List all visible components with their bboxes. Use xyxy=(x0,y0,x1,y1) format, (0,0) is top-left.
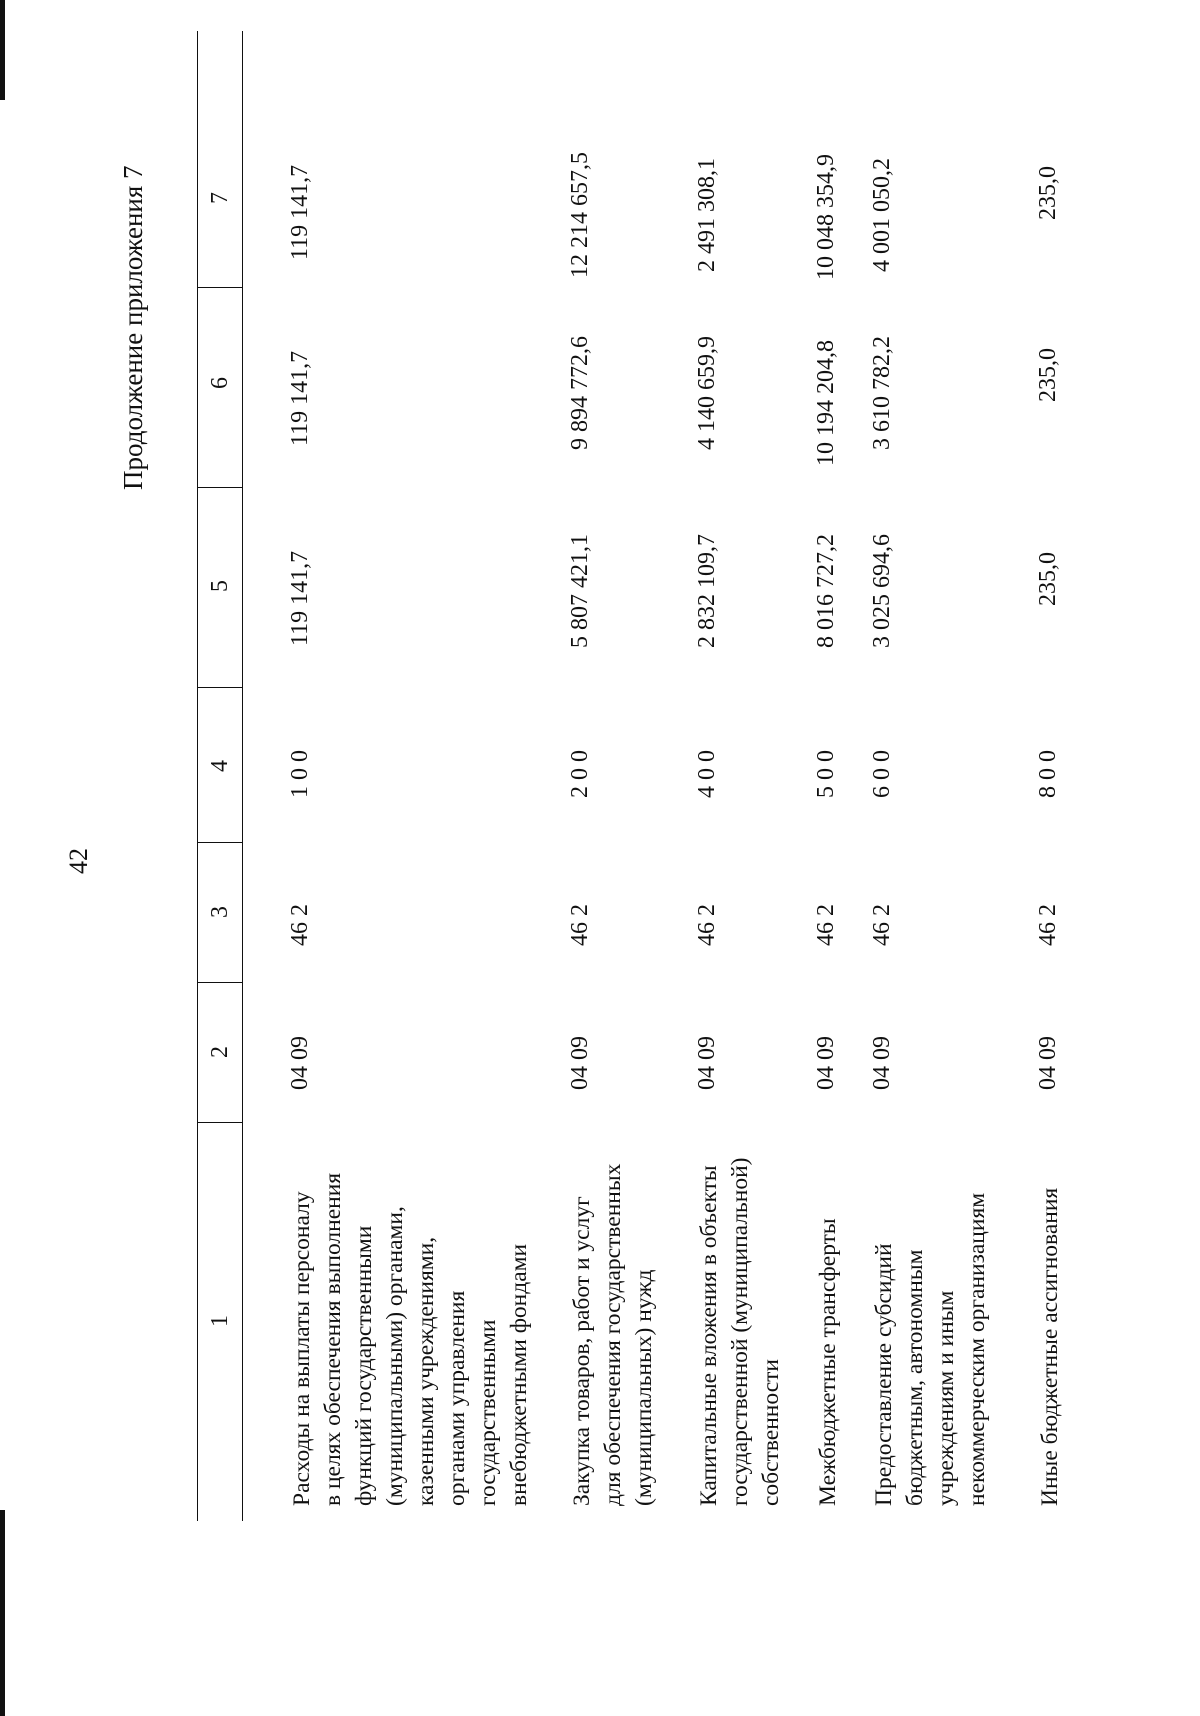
col-header-1: 1 xyxy=(207,1315,233,1327)
row-3-col-4: 4 0 0 xyxy=(694,750,720,798)
row-4-col-7: 10 048 354,9 xyxy=(813,154,839,280)
row-5-col-4: 6 0 0 xyxy=(869,750,895,798)
row-2-col-7: 12 214 657,5 xyxy=(567,152,593,278)
row-4-col-6: 10 194 204,8 xyxy=(813,340,839,466)
col-header-2: 2 xyxy=(207,1046,233,1058)
row-1-col-2: 04 09 xyxy=(287,1036,313,1090)
row-1-col-7: 119 141,7 xyxy=(287,164,313,260)
row-3-col-5: 2 832 109,7 xyxy=(694,534,720,648)
row-3-col-3: 46 2 xyxy=(694,904,720,946)
col-header-5: 5 xyxy=(207,580,233,592)
col-header-3: 3 xyxy=(207,906,233,918)
row-6-col-6: 235,0 xyxy=(1035,348,1061,402)
header-divider xyxy=(197,487,243,488)
row-6-col-2: 04 09 xyxy=(1035,1036,1061,1090)
row-6-description: Иные бюджетные ассигнования xyxy=(1037,1187,1063,1506)
header-divider xyxy=(197,687,243,688)
row-2-col-6: 9 894 772,6 xyxy=(567,336,593,450)
row-1-col-6: 119 141,7 xyxy=(287,350,313,446)
row-1-col-4: 1 0 0 xyxy=(287,750,313,798)
row-4-col-2: 04 09 xyxy=(813,1036,839,1090)
row-6-col-3: 46 2 xyxy=(1035,904,1061,946)
row-2-col-2: 04 09 xyxy=(567,1036,593,1090)
row-5-col-6: 3 610 782,2 xyxy=(869,336,895,450)
header-bottom-line xyxy=(242,31,243,1521)
row-5-col-3: 46 2 xyxy=(869,904,895,946)
header-top-line xyxy=(197,31,198,1521)
header-divider xyxy=(197,982,243,983)
row-4-description: Межбюджетные трансферты xyxy=(815,1218,841,1506)
continuation-label: Продолжение приложения 7 xyxy=(118,165,148,490)
row-5-description: Предоставление субсидий бюджетным, автономным учреждениям и иным некоммерческим организациям xyxy=(871,1192,990,1506)
row-3-description: Капитальные вложения в объекты государственной (муниципальной) собственности xyxy=(696,1157,784,1506)
row-2-col-3: 46 2 xyxy=(567,904,593,946)
row-5-col-7: 4 001 050,2 xyxy=(869,158,895,272)
row-6-col-5: 235,0 xyxy=(1035,552,1061,606)
row-3-col-7: 2 491 308,1 xyxy=(694,158,720,272)
row-5-col-2: 04 09 xyxy=(869,1036,895,1090)
row-5-col-5: 3 025 694,6 xyxy=(869,534,895,648)
col-header-4: 4 xyxy=(207,760,233,772)
row-2-col-5: 5 807 421,1 xyxy=(567,534,593,648)
row-3-col-2: 04 09 xyxy=(694,1036,720,1090)
header-divider xyxy=(197,842,243,843)
header-divider xyxy=(197,1122,243,1123)
col-header-6: 6 xyxy=(207,377,233,389)
row-1-col-5: 119 141,7 xyxy=(287,550,313,646)
row-4-col-3: 46 2 xyxy=(813,904,839,946)
page-number: 42 xyxy=(64,848,93,874)
row-4-col-4: 5 0 0 xyxy=(813,750,839,798)
row-3-col-6: 4 140 659,9 xyxy=(694,336,720,450)
row-1-col-3: 46 2 xyxy=(287,904,313,946)
row-6-col-4: 8 0 0 xyxy=(1035,750,1061,798)
row-2-col-4: 2 0 0 xyxy=(567,750,593,798)
row-1-description: Расходы на выплаты персоналу в целях обеспечения выполнения функций государственными (муниципальными) органами, казенными учреждениями, органами управления государственными внебюджетными фондами xyxy=(289,1172,532,1506)
header-divider xyxy=(197,287,243,288)
row-6-col-7: 235,0 xyxy=(1035,166,1061,220)
row-4-col-5: 8 016 727,2 xyxy=(813,534,839,648)
col-header-7: 7 xyxy=(207,192,233,204)
row-2-description: Закупка товаров, работ и услуг для обеспечения государственных (муниципальных) нужд xyxy=(569,1163,657,1506)
